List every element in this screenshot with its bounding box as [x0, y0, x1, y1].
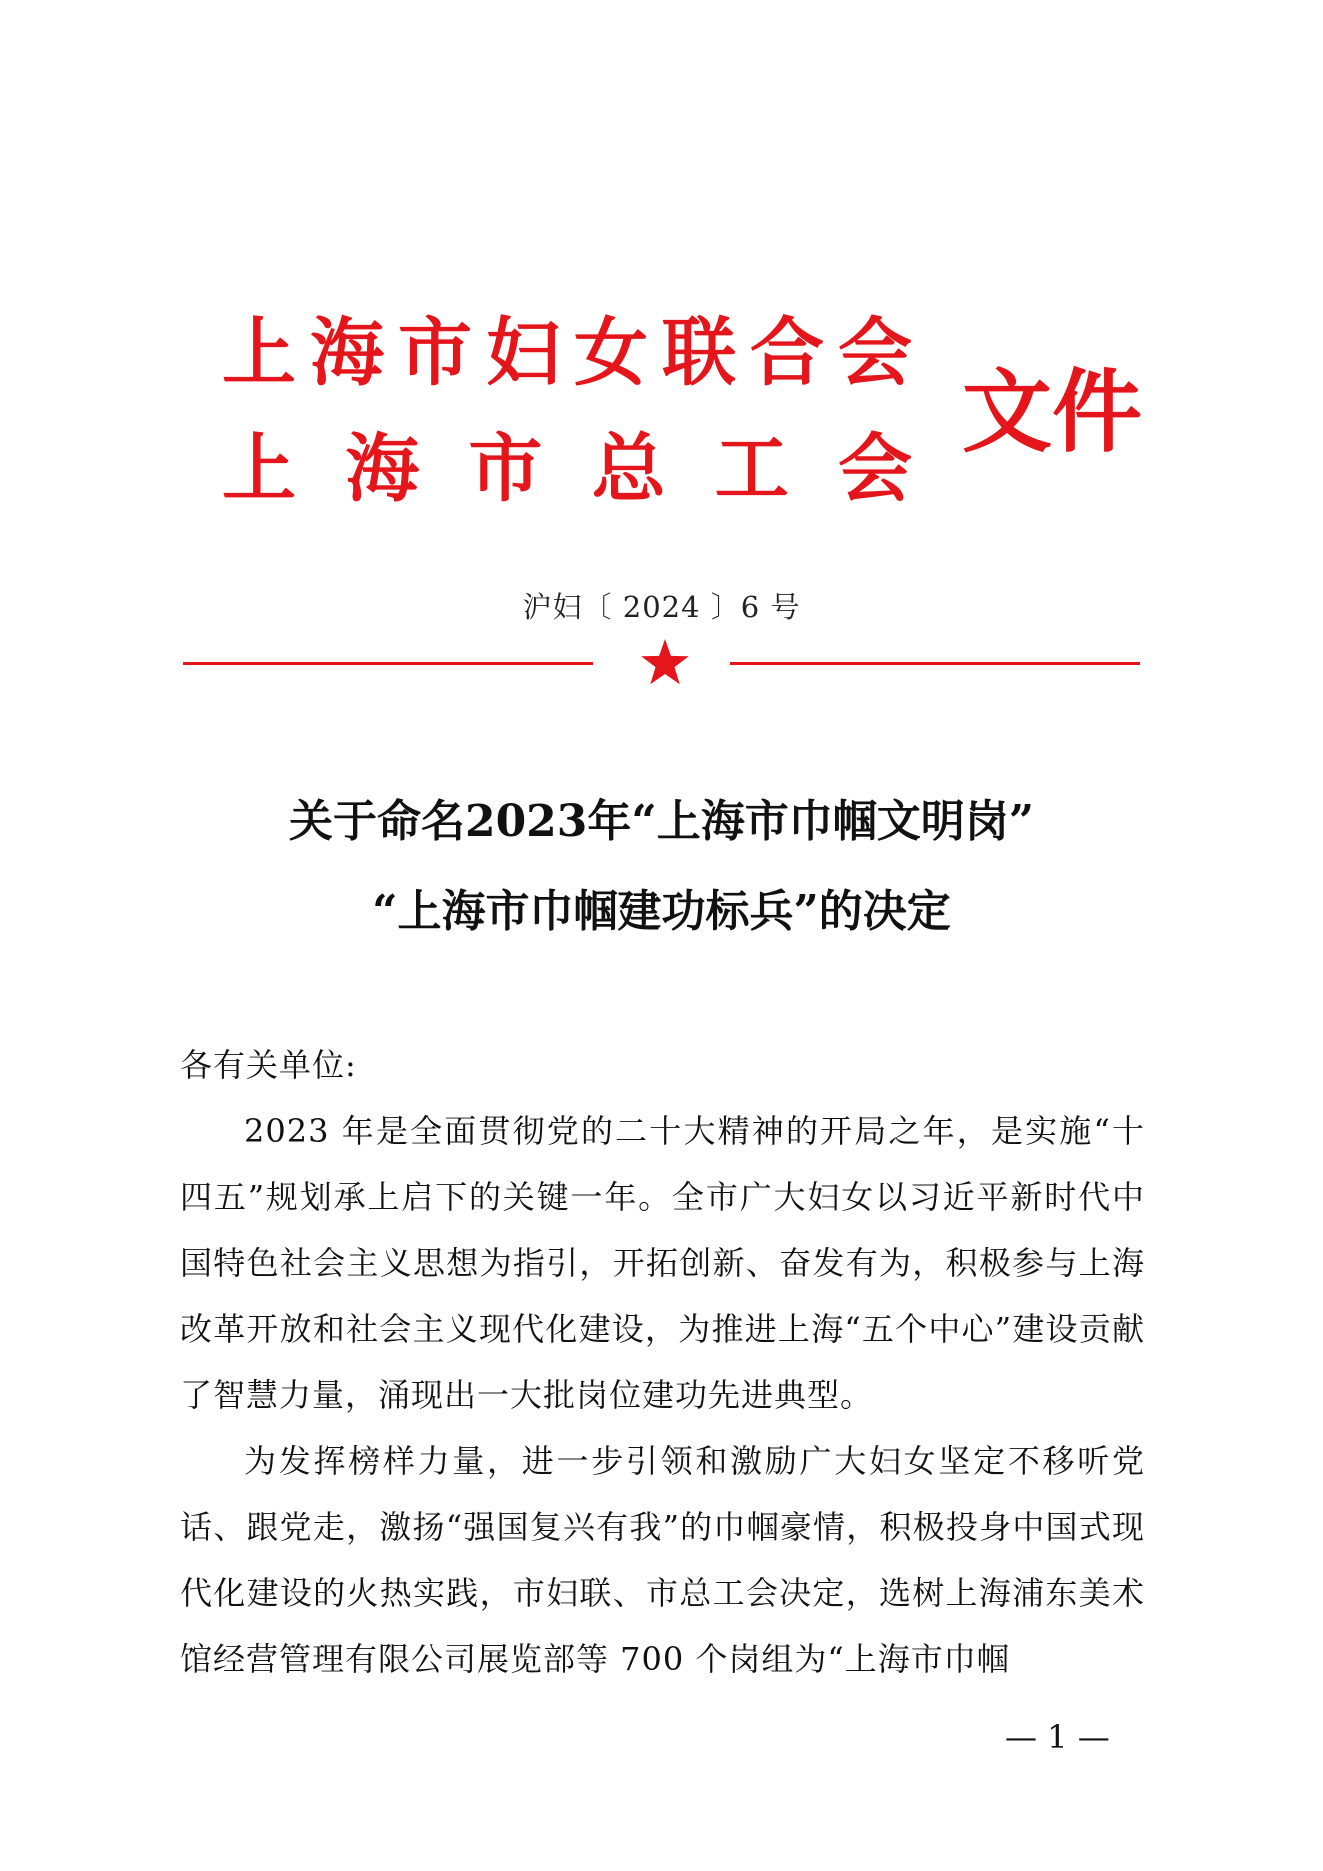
salutation: 各有关单位: — [180, 1046, 357, 1084]
star-icon — [640, 637, 690, 687]
document-title-line-2: “上海市巾帼建功标兵”的决定 — [372, 886, 951, 937]
page-number: — 1 — — [1005, 1718, 1110, 1756]
document-title-line-1: 关于命名2023年“上海市巾帼文明岗” — [288, 796, 1035, 847]
body-text — [180, 1098, 1145, 1692]
paragraph-2: 为发挥榜样力量，进一步引领和激励广大妇女坚定不移听党话、跟党走，激扬“强国复兴有我”的巾帼豪情，积极投身中国式现代化建设的火热实践，市妇联、市总工会决定，选树上海浦东美术馆经营管理有限公司展览部等 700 个岗组为“上海市巾帼 — [180, 1442, 1145, 1678]
divider-line-right — [730, 662, 1140, 665]
paragraph-1: 2023 年是全面贯彻党的二十大精神的开局之年，是实施“十四五”规划承上启下的关键一年。全市广大妇女以习近平新时代中国特色社会主义思想为指引，开拓创新、奋发有为，积极参与上海改革开放和社会主义现代化建设，为推进上海“五个中心”建设贡献了智慧力量，涌现出一大批岗位建功先进典型。 — [180, 1112, 1145, 1414]
document-suffix: 文件 — [962, 360, 1142, 465]
issuing-org-line-2: 上海市总工会 — [222, 426, 912, 512]
divider-line-left — [183, 662, 593, 665]
document-number: 沪妇〔 2024 〕6 号 — [522, 590, 801, 624]
issuing-org-line-1: 上海市妇女联合会 — [222, 310, 912, 396]
